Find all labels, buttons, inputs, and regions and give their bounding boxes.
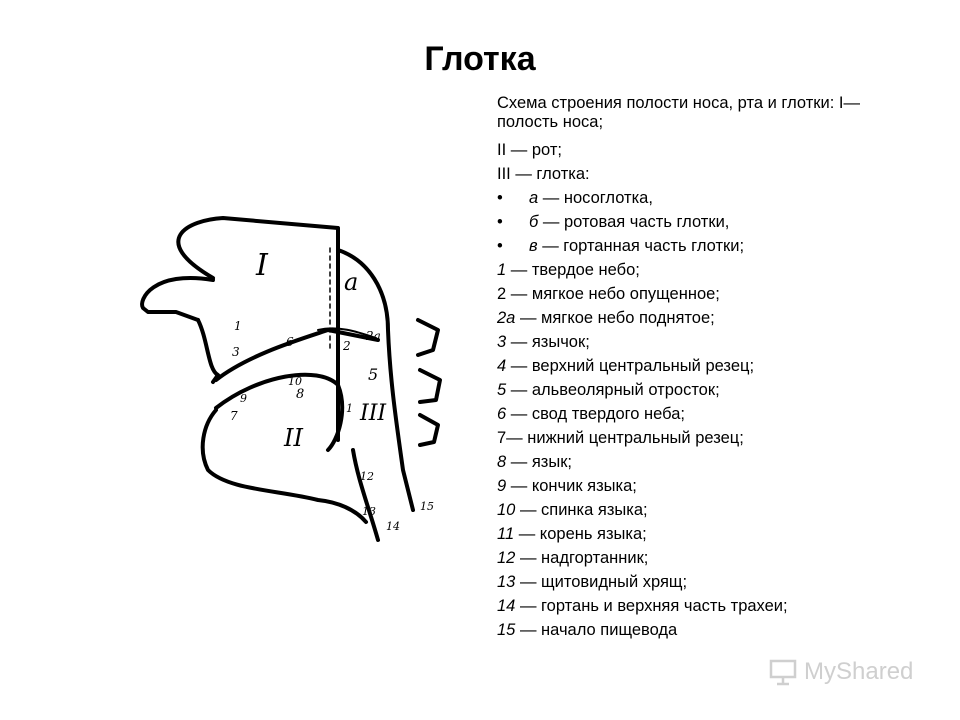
item-term: 10 [497, 501, 516, 519]
label-10: 10 [288, 375, 302, 388]
item-text: — альвеолярный отросток; [506, 381, 720, 399]
nose-outline [142, 278, 213, 320]
caption-item [497, 501, 897, 520]
item-text: — свод твердого неба; [506, 405, 685, 423]
upper-lip-outline [198, 320, 218, 382]
caption-intro: Схема строения полости носа, рта и глотки: I— полость носа; [497, 94, 860, 131]
label-3: 3 [232, 345, 240, 359]
bullet-text: — ротовая часть глотки, [538, 213, 730, 231]
item-term: 5 [497, 381, 507, 399]
caption-item [497, 573, 897, 592]
label-6: 6 [286, 335, 294, 349]
item-text: — язычок; [506, 333, 590, 351]
item-text: — кончик языка; [506, 477, 637, 495]
label-13: 13 [362, 505, 376, 518]
bullet-term: б [529, 213, 539, 231]
bullet-icon: • [497, 213, 503, 231]
larynx [353, 450, 378, 540]
caption-item [497, 309, 897, 328]
bullet-text: — носоглотка, [538, 189, 653, 207]
bullet-term: в [529, 237, 538, 255]
label-1: 1 [234, 319, 242, 333]
item-text: 2 — мягкое небо опущенное; [497, 285, 720, 303]
item-term: 4 [497, 357, 507, 375]
item-text: — мягкое небо поднятое; [515, 309, 715, 327]
label-2a: 2a [366, 329, 381, 343]
bullet-text: — гортанная часть глотки; [537, 237, 745, 255]
label-12: 12 [360, 470, 374, 483]
item-term: 14 [497, 597, 516, 615]
item-term: 12 [497, 549, 516, 567]
item-term: 15 [497, 621, 516, 639]
caption-item [497, 285, 897, 304]
label-7: 7 [230, 409, 238, 423]
anatomy-diagram [128, 180, 478, 560]
item-term: 8 [497, 453, 507, 471]
item-term: 2а [497, 309, 516, 327]
caption-bullet [497, 213, 897, 232]
label-9: 9 [240, 392, 247, 405]
bullet-icon: • [497, 237, 503, 255]
item-text: — спинка языка; [515, 501, 648, 519]
item-text: — корень языка; [514, 525, 647, 543]
projector-screen-icon [768, 657, 798, 687]
label-11: 11 [339, 402, 353, 415]
caption-item [497, 453, 897, 472]
caption-item [497, 405, 897, 424]
label-nasal: I [256, 248, 268, 283]
bullet-term: а [529, 189, 539, 207]
spine [418, 320, 440, 445]
caption-item [497, 261, 897, 280]
caption-item [497, 477, 897, 496]
item-term: 13 [497, 573, 516, 591]
item-term: 9 [497, 477, 507, 495]
item-term: 6 [497, 405, 507, 423]
item-text: — начало пищевода [515, 621, 678, 639]
item-text: — верхний центральный резец; [506, 357, 755, 375]
label-5: 5 [368, 365, 379, 384]
item-text: 7— нижний центральный резец; [497, 429, 744, 447]
item-text: — надгортанник; [515, 549, 649, 567]
watermark [768, 657, 913, 687]
item-term: 11 [497, 525, 515, 543]
caption-bullet [497, 189, 897, 208]
label-2: 2 [343, 339, 351, 353]
label-14: 14 [386, 520, 400, 533]
caption-item [497, 621, 897, 640]
label-8: 8 [296, 387, 305, 402]
figure-caption [497, 94, 897, 645]
item-text: — твердое небо; [506, 261, 640, 279]
label-a: a [344, 268, 359, 296]
item-text: — щитовидный хрящ; [515, 573, 688, 591]
item-term: 1 [497, 261, 507, 279]
label-pharynx: III [360, 401, 387, 426]
item-text: — язык; [506, 453, 573, 471]
item-term: 3 [497, 333, 507, 351]
label-oral: II [284, 424, 303, 452]
bullet-icon: • [497, 189, 503, 207]
caption-item [497, 429, 897, 448]
caption-line-text: III — глотка: [497, 165, 590, 183]
label-15: 15 [420, 500, 434, 513]
caption-item [497, 549, 897, 568]
caption-line [497, 165, 897, 184]
caption-item [497, 357, 897, 376]
caption-line-text: II — рот; [497, 141, 562, 159]
item-text: — гортань и верхняя часть трахеи; [515, 597, 788, 615]
caption-item [497, 381, 897, 400]
watermark-text: MyShared [804, 658, 914, 685]
caption-item [497, 525, 897, 544]
caption-line [497, 141, 897, 160]
caption-item [497, 597, 897, 616]
slide-title: Глотка [424, 40, 536, 78]
caption-item [497, 333, 897, 352]
caption-bullet [497, 237, 897, 256]
hard-palate [216, 330, 378, 380]
